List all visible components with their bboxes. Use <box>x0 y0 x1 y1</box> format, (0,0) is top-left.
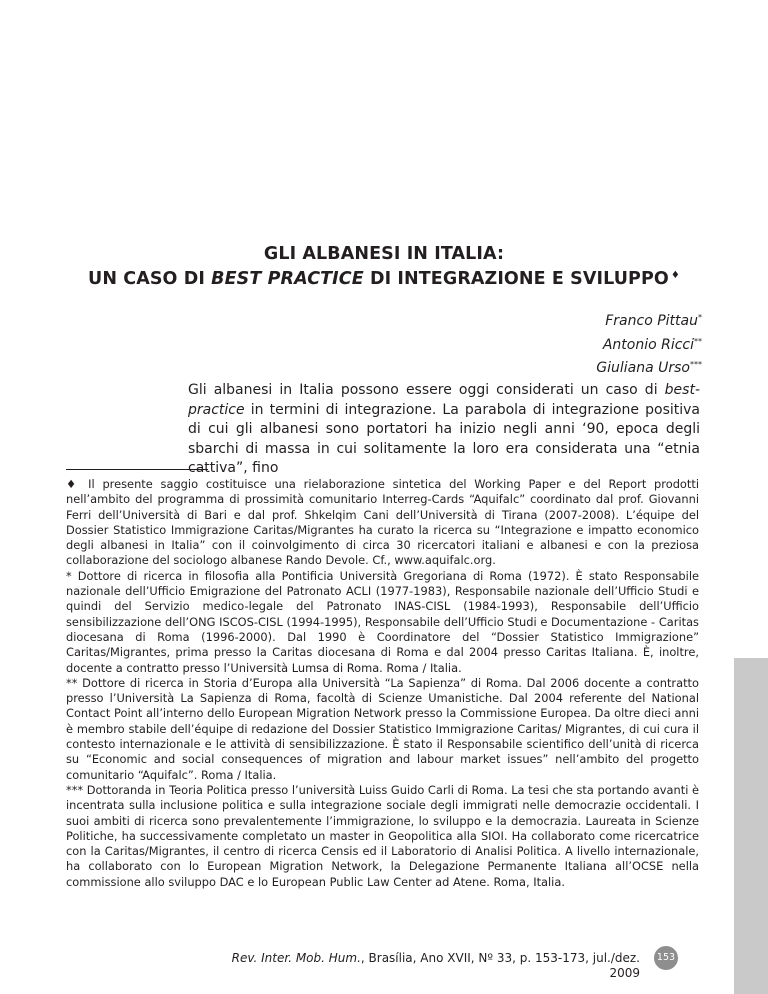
page-number-badge: 153 <box>654 946 678 970</box>
intro-emphasis: best-practice <box>188 382 700 418</box>
author-pittau <box>596 308 702 332</box>
author-name: Giuliana Urso <box>596 360 690 376</box>
footnote-author-3: *** Dottoranda in Teoria Politica presso l’università Luiss Guido Carli di Roma. La tesi che sta portando avanti è incentrata sulla inclusione politica e sulla integrazione sociale degli immigrati nelle democrazie occidentali. I suoi ambiti di ricerca sono prevalentemente l’immigrazione, lo sviluppo e la democrazia. Laureata in Scienze Politiche, ha successivamente completato un master in Geopolitica alla SIOI. Ha collaborato come ricercatrice con la Caritas/Migrantes, il centro di ricerca Censis ed il Laboratorio di Analisi Politica. A livello internazionale, ha collaborato con lo European Migration Network, la Delegazione Permanente Italiana all’OCSE nella commissione allo sviluppo DAC e lo European Public Law Center ad Atene. Roma, Italia. <box>66 782 700 889</box>
title-line-1: GLI ALBANESI IN ITALIA: <box>263 244 505 264</box>
title-footnote-mark: ♦ <box>670 270 680 281</box>
intro-paragraph <box>188 381 700 479</box>
author-list <box>596 308 702 379</box>
author-footnote-mark: *** <box>690 360 702 369</box>
intro-text-1: Gli albanesi in Italia possono essere oggi considerati un caso di <box>188 382 665 398</box>
author-name: Franco Pittau <box>605 313 698 329</box>
title-suffix: DI INTEGRAZIONE E SVILUPPO <box>363 269 669 289</box>
title-prefix: UN CASO DI <box>88 269 212 289</box>
title-emphasis: BEST PRACTICE <box>211 269 364 289</box>
footnote-author-1: * Dottore di ricerca in filosofia alla Pontificia Università Gregoriana di Roma (1972). È stato Responsabile nazionale dell’Ufficio Emigrazione del Patronato ACLI (1977-1983), Responsabile nazionale dell’Ufficio Studi e quindi del Servizio medico-legale del Patronato INAS-CISL (1984-1993), Responsabile dell’Ufficio sensibilizzazione dell’ONG ISCOS-CISL (1994-1995), Responsabile dell’Ufficio Studi e Documentazione - Caritas diocesana di Roma (1996-2000). Dal 1990 è Coordinatore del “Dossier Statistico Immigrazione” Caritas/Migrantes, prima presso la Caritas diocesana di Roma e dal 2004 presso Caritas Italiana. È, inoltre, docente a contratto presso l’Università Lumsa di Roma. Roma / Italia. <box>66 568 699 675</box>
page-footer <box>200 951 640 981</box>
author-ricci <box>596 332 702 356</box>
footnote-author-2: ** Dottore di ricerca in Storia d’Europa alla Università “La Sapienza” di Roma. Dal 2006 docente a contratto presso l’Università La Sapienza di Roma, facoltà di Scienze Umanistiche. Dal 2004 referente del National Contact Point all’interno dello European Migration Network presso la Commissione Europea. Da oltre dieci anni è membro stabile dell’équipe di redazione del Dossier Statistico Immigrazione Caritas/ Migrantes, di cui cura il contesto internazionale e le attività di sensibilizzazione. È stato il Responsabile scientifico dell’unità di ricerca su “Economic and social consequences of migration and labour market issues” nell’ambito del progetto comunitario “Aquifalc”. Roma / Italia. <box>66 675 699 782</box>
footnotes <box>66 477 699 890</box>
author-footnote-mark: ** <box>694 336 702 346</box>
author-urso <box>596 355 702 379</box>
journal-name: Rev. Inter. Mob. Hum. <box>231 951 361 965</box>
section-thumb-tab <box>734 658 768 994</box>
intro-text-2: in termini di integrazione. La parabola di integrazione positiva di cui gli albanesi sono portatori ha inizio negli anni ‘90, epoca degli sbarchi di massa in cui solitamente la loro era considerata una “etnia cattiva”, fino <box>188 401 700 476</box>
footnote-title: ♦ Il presente saggio costituisce una rielaborazione sintetica del Working Paper e del Report prodotti nell’ambito del programma di prossimità comunitario Interreg-Cards “Aquifalc” coordinato dal prof. Giovanni Ferri dell’Università di Bari e dal prof. Shkelqim Cani dell’Università di Tirana (2007-2008). L’équipe del Dossier Statistico Immigrazione Caritas/Migrantes ha curato la ricerca su “Integrazione e impatto economico degli albanesi in Italia” con il coinvolgimento di circa 30 ricercatori italiani e albanesi e con la preziosa collaborazione del sociologo albanese Rando Devole. Cf., www.aquifalc.org. <box>66 477 699 568</box>
title-line-2 <box>0 265 768 290</box>
article-title <box>0 244 768 290</box>
author-footnote-mark: * <box>698 313 702 322</box>
author-name: Antonio Ricci <box>602 336 694 353</box>
footnote-separator <box>66 469 208 470</box>
journal-citation: , Brasília, Ano XVII, Nº 33, p. 153-173, jul./dez. 2009 <box>360 951 640 980</box>
